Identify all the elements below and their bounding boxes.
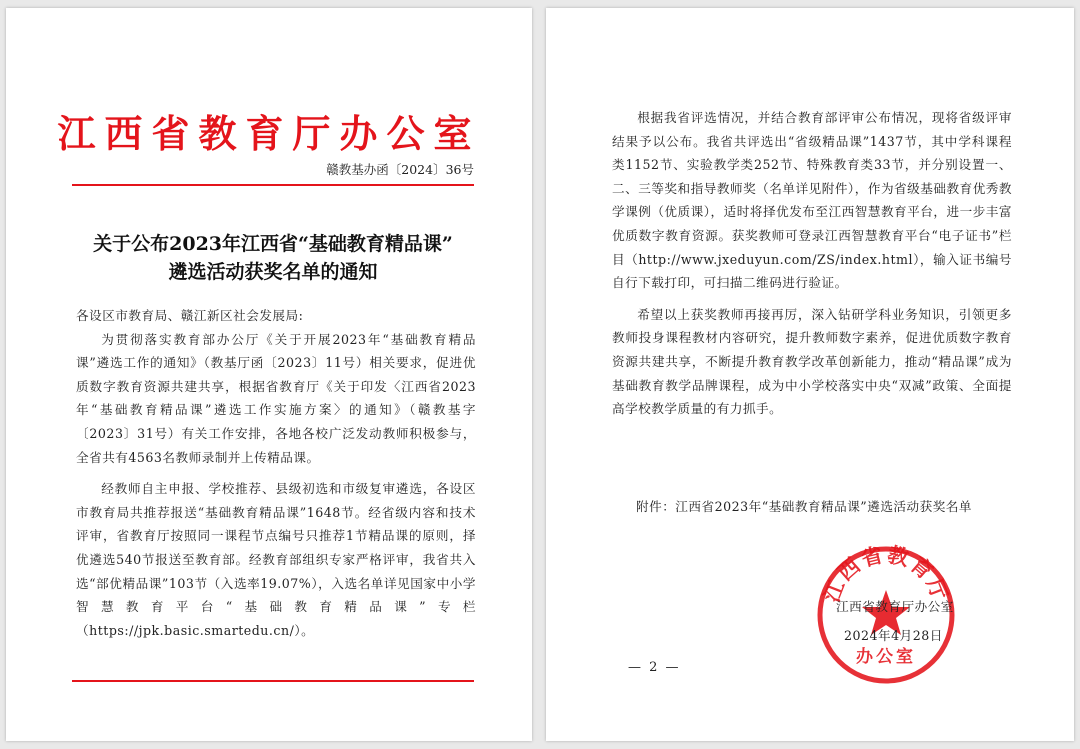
notice-title xyxy=(72,230,474,286)
document-page-right xyxy=(546,8,1074,741)
notice-title-line-1: 关于公布2023年江西省“基础教育精品课” xyxy=(93,233,453,255)
notice-title-line-2: 遴选活动获奖名单的通知 xyxy=(168,261,378,283)
right-body-text xyxy=(612,106,1012,421)
seal-bottom-text: 办公室 xyxy=(856,647,916,667)
header-title: 江西省教育厅办公室 xyxy=(57,111,481,156)
header-red-rule xyxy=(72,184,474,186)
document-page-left xyxy=(6,8,532,741)
salutation: 各设区市教育局、赣江新区社会发展局: xyxy=(76,308,304,323)
attachment-line: 附件：江西省2023年“基础教育精品课”遴选活动获奖名单 xyxy=(636,499,972,514)
left-paragraph-2: 经教师自主申报、学校推荐、县级初选和市级复审遴选，各设区市教育局共推荐报送“基础教育精品课”1648节。经省级内容和技术评审，省教育厅按照同一课程节点编号只推荐1节精品课的原则，择优遴选540节报送至教育部。经教育部组织专家严格评审，我省共入选“部优精品课”103节（入选率19.07%），入选名单详见国家中小学智慧教育平台“基础教育精品课”专栏（https://jpk.basic.smartedu.cn/）。 xyxy=(76,481,476,638)
signature-organization: 江西省教育厅办公室 xyxy=(836,599,954,614)
signature-date: 2024年4月28日 xyxy=(844,628,943,643)
left-paragraph-1: 为贯彻落实教育部办公厅《关于开展2023年“基础教育精品课”遴选工作的通知》（教基厅函〔2023〕11号）相关要求，促进优质数字教育资源共建共享，根据省教育厅《关于印发〈江西省2023年“基础教育精品课”遴选工作实施方案〉的通知》（赣教基字〔2023〕31号）有关工作安排，各地各校广泛发动教师积极参与，全省共有4563名教师录制并上传精品课。 xyxy=(76,331,476,465)
right-paragraph-2: 希望以上获奖教师再接再厉，深入钻研学科业务知识，引领更多教师投身课程教材内容研究，提升教师数字素养，促进优质数字教育资源共建共享，不断提升教育教学改革创新能力，推动“精品课”成为基础教育教学品牌课程，成为中小学校落实中央“双减”政策、全面提高学校教学质量的有力抓手。 xyxy=(612,306,1012,417)
left-body-text xyxy=(76,304,476,642)
document-number: 赣教基办函〔2024〕36号 xyxy=(326,162,474,177)
right-paragraph-1: 根据我省评选情况，并结合教育部评审公布情况，现将省级评审结果予以公布。我省共评选出“省级精品课”1437节，其中学科课程类1152节、实验教学类252节、特殊教育类33节，并分别设置一、二、三等奖和指导教师奖（名单详见附件），作为省级基础教育优秀教学课例（优质课），适时将择优发布至江西智慧教育平台，进一步丰富优质数字教育资源。获奖教师可登录江西智慧教育平台“电子证书”栏目（http://www.jxeduyun.com/ZS/index.html），输入证书编号自行下载打印，可扫描二维码进行验证。 xyxy=(612,110,1012,291)
official-seal-icon xyxy=(811,540,961,690)
seal-ring-text: 江西省教育厅 xyxy=(819,542,953,606)
footer-red-rule xyxy=(72,680,474,682)
page-number: — 2 — xyxy=(628,660,681,675)
